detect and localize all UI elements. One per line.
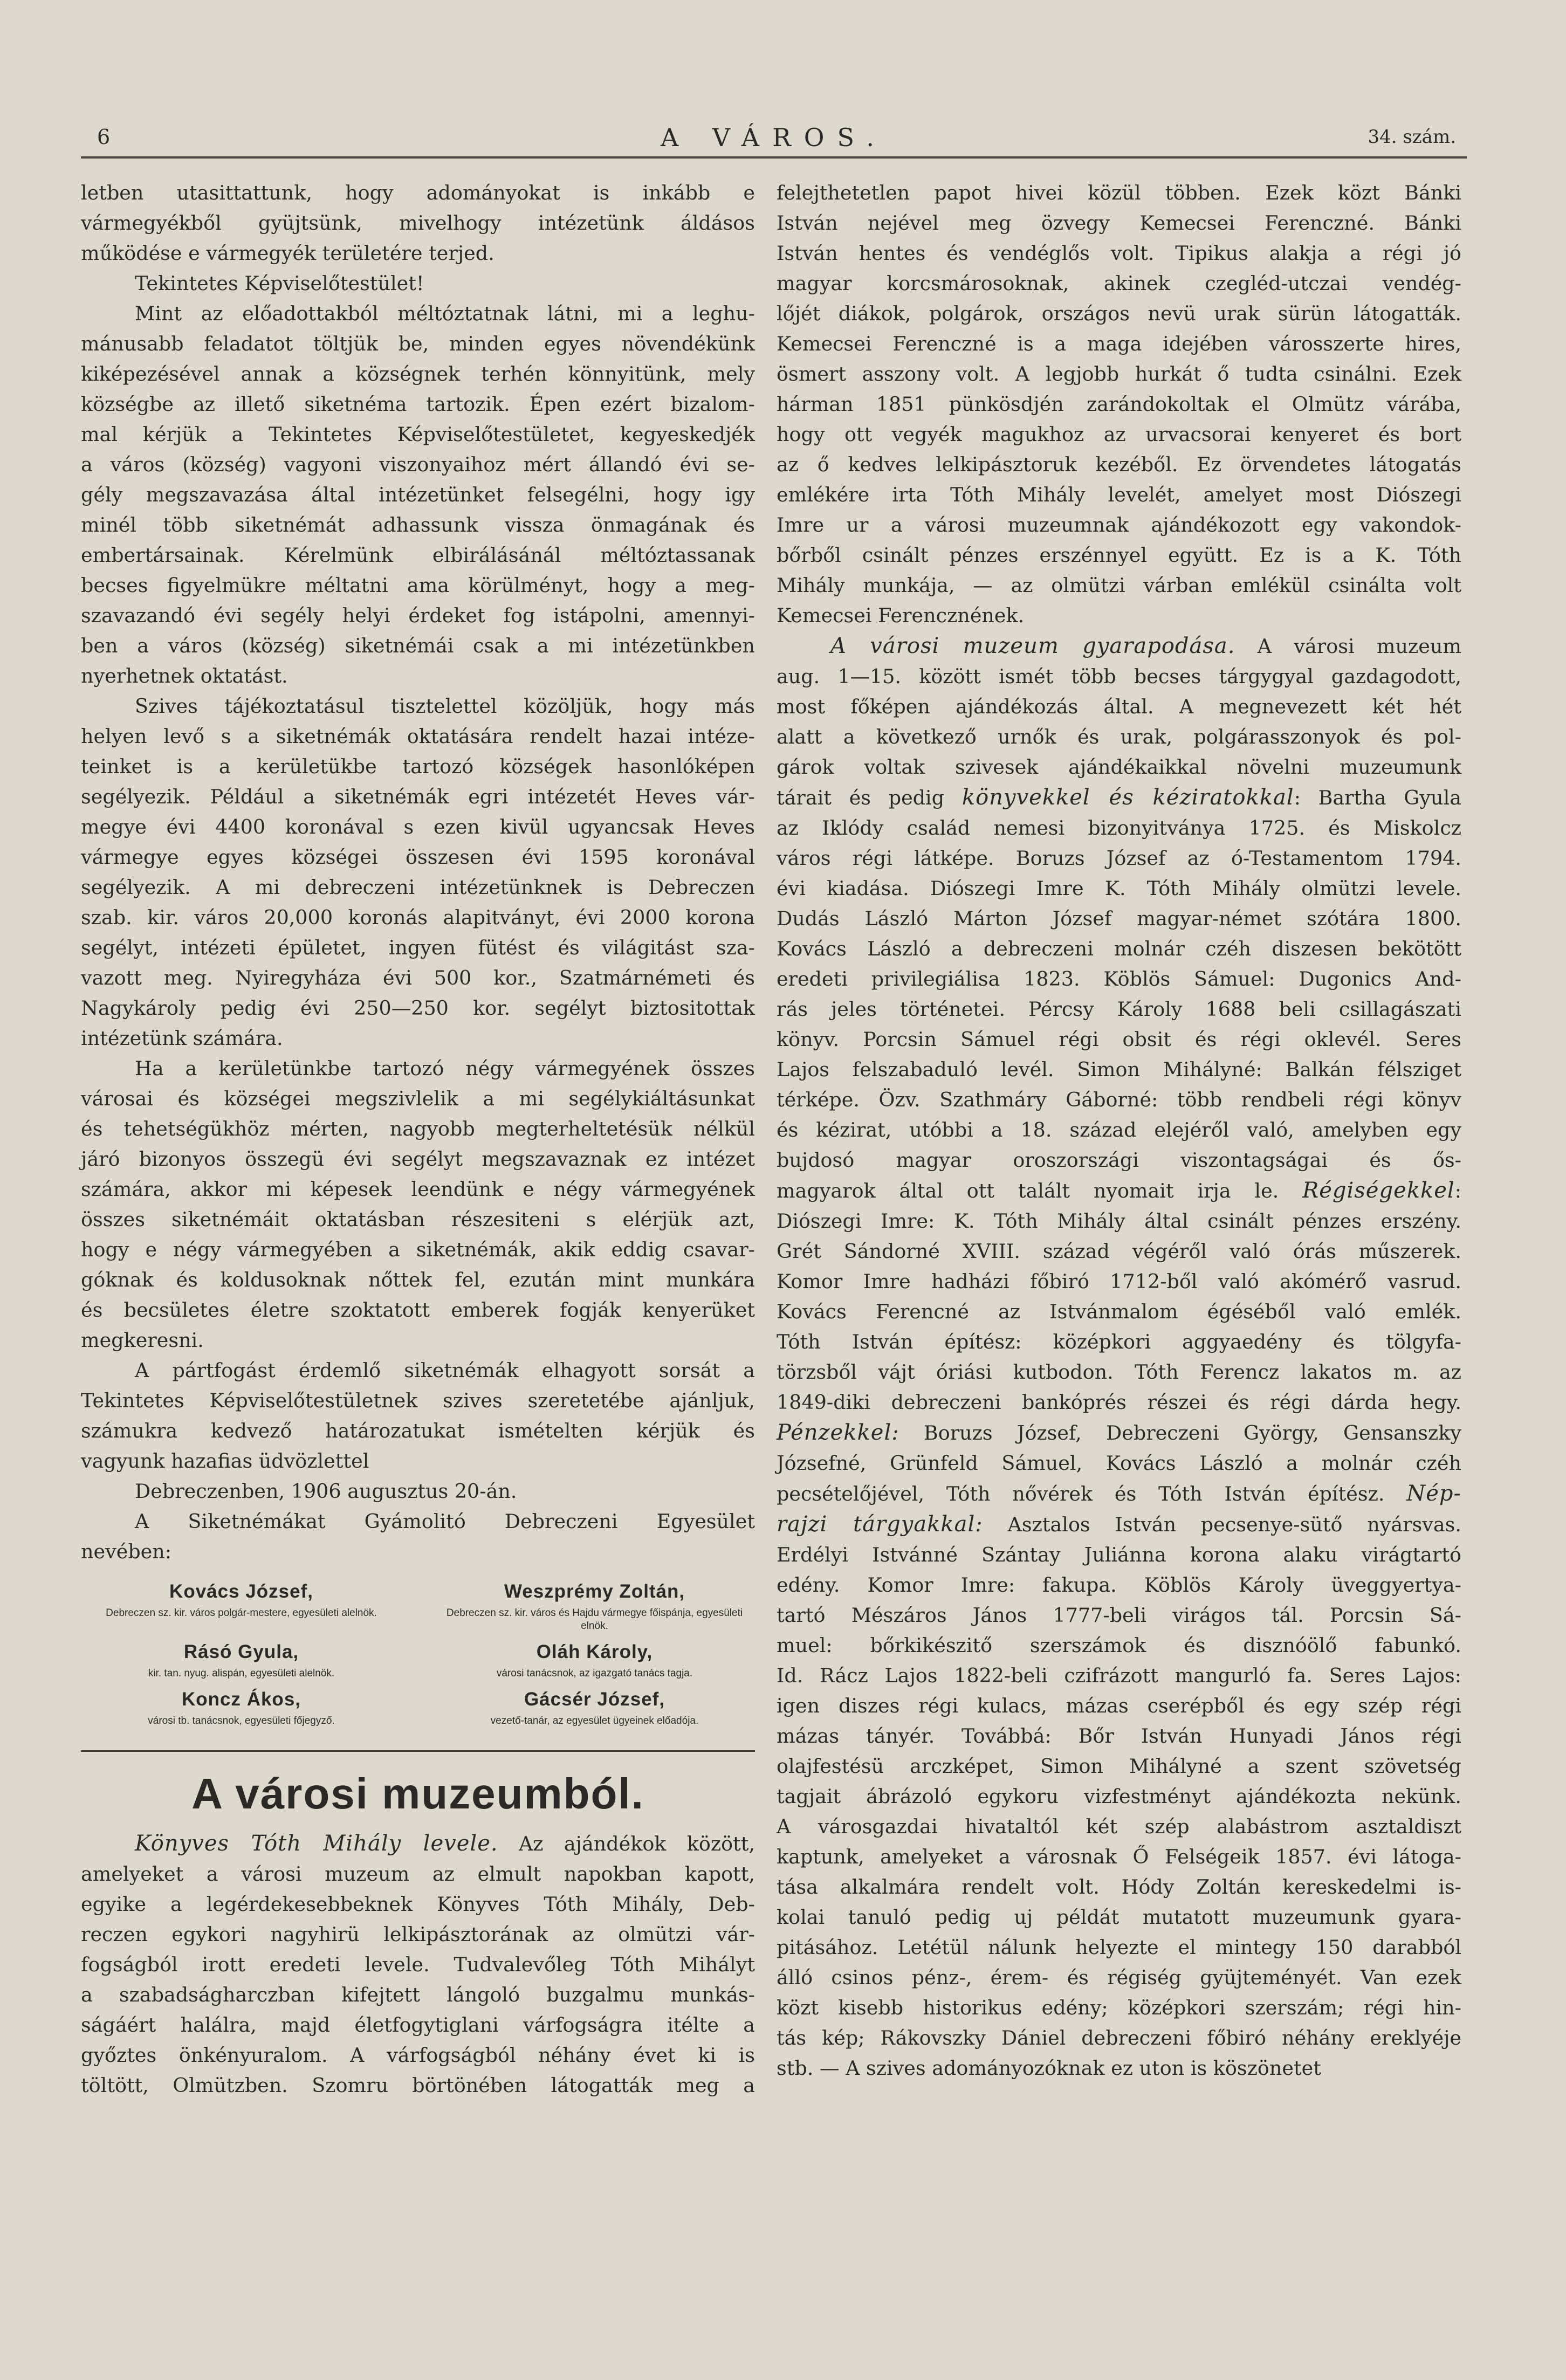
petition-line: járó bizonyos összegü évi segélyt megszavaznak ez intézet <box>81 1147 755 1171</box>
growth-text: A városi muzeum <box>1257 635 1461 658</box>
growth-line: eredeti privilegiálisa 1823. Köblös Sámuel: Dugonics And- <box>777 967 1461 990</box>
growth-line: Józsefné, Grünfeld Sámuel, Kovács László a molnár czéh <box>777 1452 1461 1475</box>
header-rule <box>81 156 1467 159</box>
growth-text: tárait és pedig <box>777 786 945 809</box>
signatures <box>81 1581 755 1728</box>
petition-line: ben a város (község) siketnémái csak a mi intézetünkben <box>81 634 755 657</box>
growth-line: most főképen ajándékozás által. A megnevezett két hét <box>777 695 1461 718</box>
letter-line: Kemecsei Ferencznének. <box>777 604 1025 627</box>
petition-line: segélyt, intézeti épületet, ingyen fütést és világitást sza- <box>81 936 755 959</box>
signatory-name: Oláh Károly, <box>536 1641 653 1662</box>
growth-line: közt kisebb historikus edény; középkori szerszám; régi hin- <box>777 1996 1461 2019</box>
petition-line: mánusabb feladatot töltjük be, minden egyes növendékünk <box>81 332 755 355</box>
growth-line: alatt a következő urnők és urak, polgárasszonyok és pol- <box>777 725 1461 748</box>
signatory <box>434 1641 755 1680</box>
signatory-role: városi tanácsnok, az igazgató tanács tagja. <box>496 1668 693 1679</box>
society-line-end: nevében: <box>81 1540 172 1563</box>
letter-line: hogy ott vegyék magukhoz az urvacsorai kenyeret és bort <box>777 423 1461 446</box>
museum-article-text <box>81 1859 755 2101</box>
growth-line: Grét Sándorné XVIII. század végéről való órás műszerek. <box>777 1240 1461 1263</box>
date-line: Debreczenben, 1906 augusztus 20-án. <box>135 1480 517 1503</box>
category-ethnographic-start: Nép- <box>1406 1481 1461 1506</box>
growth-line: aug. 1—15. között ismét több becses tárgygyal gazdagodott, <box>777 665 1461 688</box>
petition-line: megye évi 4400 koronával s ezen kivül ugyancsak Heves <box>81 815 755 838</box>
growth-line: rás jeles történetei. Pércsy Károly 1688 beli csillagászati <box>777 998 1461 1021</box>
petition-line: intézetünk számára. <box>81 1027 283 1050</box>
growth-line: város régi látképe. Boruzs József az ó-Testamentom 1794. <box>777 847 1461 870</box>
signatory-name: Gácsér József, <box>524 1689 665 1710</box>
growth-line: álló csinos pénz-, érem- és régiség gyüjteményét. Van ezek <box>777 1966 1461 1989</box>
signatory-role: vezető-tanár, az egyesület ügyeinek előadója. <box>490 1715 699 1726</box>
signatory-name: Rásó Gyula, <box>183 1641 299 1662</box>
petition-line: vazott meg. Nyiregyháza évi 500 kor., Szatmárnémeti és <box>81 966 755 989</box>
signatory-role: Debreczen sz. kir. város és Hajdu vármegye főispánja, egyesületi elnök. <box>446 1607 743 1632</box>
right-column <box>777 178 1461 2083</box>
petition-line: Tekintetes Képviselőtestület! <box>135 272 424 295</box>
museum-article-line: győztes önkényuralom. A várfogságból néhány évet ki is <box>81 2044 755 2067</box>
article-text: Az ajándékok között, <box>518 1832 755 1855</box>
page-header <box>81 119 1467 156</box>
category-coins: Pénzekkel: <box>777 1420 899 1445</box>
petition-text <box>81 178 755 1476</box>
growth-text: magyarok által ott talált nyomait irja le. <box>777 1179 1279 1202</box>
petition-line: minél több siketnémát adhassunk vissza önmagának és <box>81 513 755 536</box>
growth-text: : Bartha Gyula <box>1294 786 1461 809</box>
letter-line: az ő kedves lelkipásztoruk kezéből. Ez örvendetes látogatás <box>777 453 1461 476</box>
petition-line: Szives tájékoztatásul tisztelettel közöljük, hogy más <box>135 694 755 718</box>
growth-line: stb. — A szives adományozóknak ez uton is köszönetet <box>777 2056 1321 2080</box>
article-subtitle: Könyves Tóth Mihály levele. <box>135 1831 498 1856</box>
petition-line: nyerhetnek oktatást. <box>81 664 288 687</box>
museum-letter-continued <box>777 178 1461 631</box>
museum-article-line: amelyeket a városi muzeum az elmult napokban kapott, <box>81 1862 755 1886</box>
section-title: A városi muzeumból. <box>191 1770 644 1818</box>
petition-line: embertársainak. Kérelmünk elbirálásánál méltóztassanak <box>81 544 755 567</box>
letter-line: felejthetetlen papot hivei közül többen. Ezek közt Bánki <box>777 181 1461 204</box>
petition-line: becses figyelmükre méltatni ama körülményt, hogy a meg- <box>81 574 755 597</box>
signatory-role: Debreczen sz. kir. város polgár-mestere, egyesületi alelnök. <box>106 1607 377 1619</box>
issue-number: 34. szám. <box>1368 126 1456 148</box>
category-books: könyvekkel és kéziratokkal <box>961 785 1294 810</box>
petition-line: segélyezik. A mi debreczeni intézetünknek is Debreczen <box>81 876 755 899</box>
signatory-name: Koncz Ákos, <box>181 1689 301 1710</box>
growth-line: igen diszes régi kulacs, mázas cserépből és egy szép régi <box>777 1694 1461 1717</box>
signatory <box>81 1581 402 1633</box>
petition-line: teinket is a kerületükbe tartozó községek hasonlóképen <box>81 755 755 778</box>
petition-line: góknak és koldusoknak nőttek fel, ezután mint munkára <box>81 1268 755 1291</box>
petition-line: vármegyékből gyüjtsünk, mivelhogy intézetünk áldásos <box>81 211 755 235</box>
museum-article-line: reczen egykori nagyhirü lelkipásztorának az olmützi vár- <box>81 1923 755 1946</box>
letter-line: István hentes és vendéglős volt. Tipikus alakja a régi jó <box>777 242 1461 265</box>
petition-line: vármegye egyes községei összesen évi 1595 koronával <box>81 845 755 869</box>
growth-subtitle: A városi muzeum gyarapodása. <box>830 634 1235 658</box>
museum-article-line: töltött, Olmützben. Szomru börtönében látogatták meg a <box>81 2074 755 2097</box>
growth-line: Lajos felszabaduló levél. Simon Mihályné: Balkán félsziget <box>777 1058 1461 1081</box>
growth-text: Boruzs József, Debreczeni György, Gensanszky <box>923 1421 1461 1444</box>
growth-line: muel: bőrkikészitő szerszámok és disznóölő fabunkó. <box>777 1634 1461 1657</box>
growth-line: az Iklódy család nemesi bizonyitványa 1725. és Miskolcz <box>777 816 1461 840</box>
growth-line: és kézirat, utóbbi a 18. század elejéről való, amelyben egy <box>777 1118 1461 1141</box>
petition-line: működése e vármegyék területére terjed. <box>81 242 494 265</box>
growth-line: Komor Imre hadházi főbiró 1712-ből való akómérő vasrud. <box>777 1270 1461 1293</box>
petition-line: szavazandó évi segély helyi érdeket fog istápolni, amennyi- <box>81 604 755 627</box>
growth-line <box>777 1478 1461 1509</box>
page-number: 6 <box>97 125 111 149</box>
letter-line: Imre ur a városi muzeumnak ajándékozott egy vakondok- <box>777 513 1461 536</box>
petition-line: megkeresni. <box>81 1329 204 1352</box>
growth-line: Dudás László Márton József magyar-német szótára 1800. <box>777 907 1461 930</box>
growth-line <box>777 1509 1461 1540</box>
growth-line: könyv. Porcsin Sámuel régi obsit és régi oklevél. Seres <box>777 1028 1461 1051</box>
petition-line: segélyezik. Például a siketnémák egri intézetét Heves vár- <box>81 785 755 808</box>
growth-line: mázas tányér. Továbbá: Bőr István Hunyadi János régi <box>777 1724 1461 1748</box>
signatory <box>81 1689 402 1728</box>
growth-line: bujdosó magyar oroszországi viszontagságai és ős- <box>777 1148 1461 1172</box>
museum-article-line: a szabadságharczban kifejtett lángoló buzgalmu munkás- <box>81 1983 755 2006</box>
letter-line: István nejével meg özvegy Kemecsei Ferenczné. Bánki <box>777 211 1461 235</box>
museum-article-line: ságáért halálra, majd életfogytiglani várfogságra itélte a <box>81 2013 755 2037</box>
petition-line: és becsületes életre szoktatott emberek fogják kenyerüket <box>81 1298 755 1322</box>
letter-line: magyar korcsmárosoknak, akinek czegléd-utczai vendég- <box>777 272 1461 295</box>
signatory-name: Weszprémy Zoltán, <box>504 1581 685 1602</box>
petition-line: hogy e négy vármegyében a siketnémák, akik eddig csavar- <box>81 1238 755 1261</box>
museum-article-line: fogságból irott eredeti levele. Tudvalevőleg Tóth Mihályt <box>81 1953 755 1976</box>
petition-line: Mint az előadottakból méltóztatnak látni, mi a leghu- <box>135 302 755 325</box>
growth-line <box>777 1175 1461 1206</box>
growth-line: pitásához. Letétül nálunk helyezte el mintegy 150 darabból <box>777 1936 1461 1959</box>
category-ethnographic: rajzi tárgyakkal: <box>777 1512 983 1537</box>
growth-text: : <box>1454 1179 1461 1202</box>
letter-line: Mihály munkája, — az olmützi várban emlékül csinálta volt <box>777 574 1461 597</box>
petition-line: községbe az illető siketnéma tartozik. Épen ezért bizalom- <box>81 393 755 416</box>
petition-line: városai és községei megszivlelik a mi segélykiáltásunkat <box>81 1087 755 1110</box>
petition-line: gély megszavazása által intézetünket felsegélni, hogy igy <box>81 483 755 506</box>
signatory-name: Kovács József, <box>169 1581 313 1602</box>
petition-line: a város (község) vagyoni viszonyaihoz mért állandó évi se- <box>81 453 755 476</box>
petition-line: mal kérjük a Tekintetes Képviselőtestületet, kegyeskedjék <box>81 423 755 446</box>
petition-line: A pártfogást érdemlő siketnémák elhagyott sorsát a <box>135 1359 755 1382</box>
growth-line <box>777 1418 1461 1448</box>
growth-line: gárok voltak szivesek ajándékaikkal növelni muzeumunk <box>777 755 1461 779</box>
growth-heading-line <box>777 631 1461 662</box>
museum-article-line <box>81 1828 755 1859</box>
letter-line: hárman 1851 pünkösdjén zarándokoltak el Olmütz várába, <box>777 393 1461 416</box>
growth-line: Tóth István építész: középkori aggyaedény és tölgyfa- <box>777 1330 1461 1353</box>
growth-line: kolai tanuló pedig uj példát mutatott muzeumunk gyara- <box>777 1906 1461 1929</box>
publication-title: A VÁROS. <box>660 123 887 152</box>
petition-line: Tekintetes Képviselőtestületnek szives szeretetébe ajánljuk, <box>81 1389 755 1412</box>
petition-line: letben utasittattunk, hogy adományokat is inkább e <box>81 181 755 204</box>
letter-line: emlékére irta Tóth Mihály levelét, amelyet most Diószegi <box>777 483 1461 506</box>
petition-line: Ha a kerületünkbe tartozó négy vármegyének összes <box>135 1057 755 1080</box>
petition-line: összes siketnémáit oktatásban részesiteni s elérjük azt, <box>81 1208 755 1231</box>
growth-line: Kovács Ferencné az Istvánmalom égéséből való emlék. <box>777 1300 1461 1323</box>
signatory <box>434 1581 755 1633</box>
growth-line: Id. Rácz Lajos 1822-beli czifrázott mangurló fa. Seres Lajos: <box>777 1664 1461 1687</box>
growth-line: tartó Mészáros János 1777-beli virágos tál. Porcsin Sá- <box>777 1604 1461 1627</box>
growth-line: tása alkalmára rendelt volt. Hódy Zoltán kereskedelmi is- <box>777 1875 1461 1899</box>
growth-line: tagjait ábrázoló egykoru vizfestményt ajándékozta nekünk. <box>777 1785 1461 1808</box>
letter-line: ösmert asszony volt. A legjobb hurkát ő tudta csinálni. Ezek <box>777 362 1461 386</box>
petition-line: helyen levő s a siketnémák oktatására rendelt hazai intéze- <box>81 725 755 748</box>
category-antiquities: Régiségekkel <box>1302 1178 1455 1203</box>
growth-line <box>777 782 1461 813</box>
growth-line: edény. Komor Imre: fakupa. Köblös Károly üveggyertya- <box>777 1573 1461 1597</box>
petition-line: és tehetségükhöz mérten, nagyobb megterheltetésük nélkül <box>81 1117 755 1140</box>
petition-line: számukra kedvező határozatukat ismételten kérjük és <box>81 1419 755 1442</box>
growth-line: évi kiadása. Diószegi Imre K. Tóth Mihály olmützi levele. <box>777 877 1461 900</box>
growth-line: Kovács László a debreczeni molnár czéh diszesen bekötött <box>777 937 1461 960</box>
growth-line: kaptunk, amelyeket a városnak Ő Felségeik 1857. évi látoga- <box>777 1845 1461 1868</box>
society-line: A Siketnémákat Gyámolitó Debreczeni Egyesület <box>135 1510 755 1533</box>
growth-line: Diószegi Imre: K. Tóth Mihály által csinált pénzes erszény. <box>777 1209 1461 1233</box>
growth-line: olajfestésü arczképet, Simon Mihályné a szent szövetség <box>777 1755 1461 1778</box>
petition-line: kiképezésével annak a községnek terhén könnyitünk, mely <box>81 362 755 386</box>
growth-line: 1849-diki debreczeni bankóprés részei és régi dárda hegy. <box>777 1391 1461 1414</box>
growth-line: térképe. Özv. Szathmáry Gáborné: több rendbeli régi könyv <box>777 1088 1461 1111</box>
signatory <box>81 1641 402 1680</box>
growth-text: Asztalos István pecsenye-sütő nyársvas. <box>1007 1513 1462 1536</box>
growth-line: törzsből vájt óriási kutbodon. Tóth Ferencz lakatos m. az <box>777 1360 1461 1384</box>
letter-line: Kemecsei Ferenczné is a maga idejében városszerte hires, <box>777 332 1461 355</box>
growth-text: pecsételőjével, Tóth nővérek és Tóth István építész. <box>777 1482 1385 1505</box>
signatory <box>434 1689 755 1728</box>
growth-line: tás kép; Rákovszky Dániel debreczeni főbiró néhány ereklyéje <box>777 2026 1461 2049</box>
section-divider <box>81 1750 755 1752</box>
growth-line: Erdélyi Istvánné Szántay Juliánna korona alaku virágtartó <box>777 1543 1461 1566</box>
left-column <box>81 178 755 2101</box>
signatory-role: kir. tan. nyug. alispán, egyesületi alelnök. <box>148 1668 335 1679</box>
growth-line: A városgazdai hivataltól két szép alabástrom asztaldiszt <box>777 1815 1461 1838</box>
petition-line: vagyunk hazafias üdvözlettel <box>81 1449 369 1473</box>
letter-line: lőjét diákok, polgárok, országos nevü urak sürün látogatták. <box>777 302 1461 325</box>
signatory-role: városi tb. tanácsnok, egyesületi főjegyző. <box>148 1715 335 1726</box>
museum-article-line: egyike a legérdekesebbeknek Könyves Tóth Mihály, Deb- <box>81 1893 755 1916</box>
petition-line: Nagykároly pedig évi 250—250 kor. segélyt biztositottak <box>81 996 755 1020</box>
letter-line: bőrből csinált pénzes erszénnyel együtt. Ez is a K. Tóth <box>777 544 1461 567</box>
petition-line: szab. kir. város 20,000 koronás alapitványt, évi 2000 korona <box>81 906 755 929</box>
petition-line: számára, akkor mi képesek leendünk e négy vármegyének <box>81 1178 755 1201</box>
